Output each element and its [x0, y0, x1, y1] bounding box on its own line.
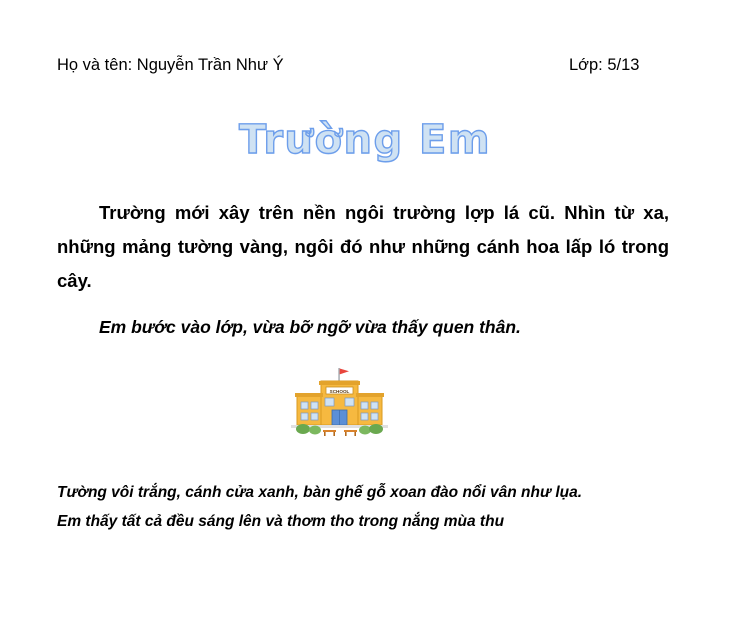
body-paragraph-1: Trường mới xây trên nền ngôi trường lợp lá cũ. Nhìn từ xa, những mảng tường vàng, ngôi đó như những cánh hoa lấp ló trong cây. [57, 202, 669, 291]
document-header [0, 54, 730, 80]
student-name-field: Họ và tên: Nguyễn Trần Như Ý [57, 56, 284, 74]
school-sign-text: SCHOOL [329, 388, 350, 394]
class-field: Lớp: 5/13 [569, 56, 640, 74]
body-paragraph-2: Em bước vào lớp, vừa bỡ ngỡ vừa thấy quen thân. [99, 317, 521, 337]
closing-line-2: Em thấy tất cả đều sáng lên và thơm tho trong nắng mùa thu [57, 513, 505, 530]
page-title: Trường Em [238, 117, 492, 163]
school-building-illustration [287, 366, 392, 451]
closing-line-1: Tường vôi trắng, cánh cửa xanh, bàn ghế gỗ xoan đào nổi vân như lụa. [57, 484, 583, 501]
closing-lines [57, 478, 677, 536]
